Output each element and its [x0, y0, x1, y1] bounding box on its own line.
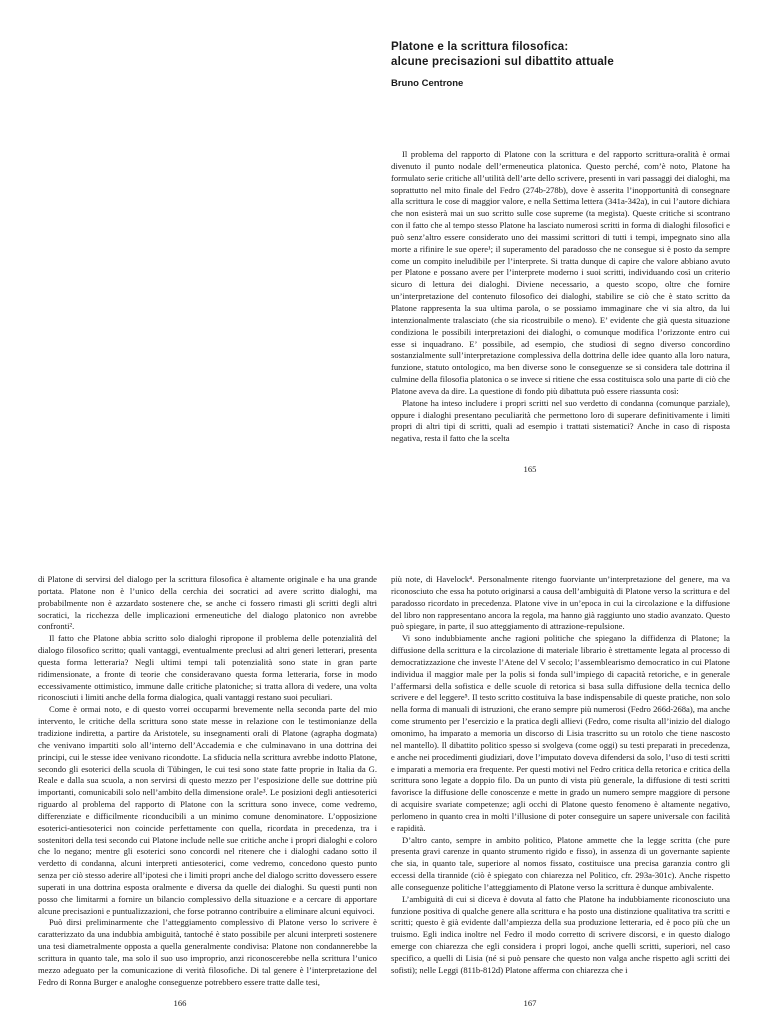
paragraph: Vi sono indubbiamente anche ragioni politiche che spiegano la diffidenza di Platone; la diffusione della scrittura e la circolazione di materiale librario è strettamente legata al processo di democratizzazione che investe l’Atene del V secolo; l’assemblearismo democratico in cui Platone individua il maggior male per la polis si fonda sull’impiego di capacità retoriche, e in generale l’affermarsi della sofistica e delle scuole di retorica si basa sulla diffusione della tecnica dello scrivere e del leggere⁵. Il testo scritto costituiva la base indispensabile di queste pratiche, non solo nella forma di manuali di istruzioni, che erano sempre più numerosi (Fedro 266d-268a), ma anche come strumento per l’esercizio e la pratica degli allievi (Fedro, come risulta all’inizio del dialogo omonimo, ha imparato a memoria un discorso di Lisia trascritto su un rotolo che tiene nascosto nel mantello). Il dibattito politico spesso si svolgeva (come oggi) su testi preparati in precedenza, e anche nei procedimenti giudiziari, dove l’imputato doveva difendersi da solo, l’uso di testi scritti e imparati a memoria era frequente. Per questi motivi nel Fedro critica della retorica e critica della scrittura sono legate a doppio filo. Da un punto di vista più generale, la diffusione di testi scritti favorisce la diffusione delle conoscenze e mette in grado un numero sempre maggiore di persone di acquisire svariate competenze; agli occhi di Platone questo fenomeno è altamente negativo, perlomeno in quanto crea in molti l’illusione di poter conseguire un sapere universale con facilità e rapidità. [391, 633, 730, 833]
page-number: 167 [523, 998, 537, 1008]
paragraph: più note, di Havelock⁴. Personalmente ritengo fuorviante un’interpretazione del genere, ma va riconosciuto che essa ha potuto originarsi a causa dell’ambiguità di Platone verso la scrittura e del paradosso ricordato in precedenza. Platone vive in un’epoca in cui la circolazione e la diffusione del libro non rappresentano ancora la regola, ma hanno già raggiunto uno stadio avanzato. Questo può spiegare, in parte, il suo atteggiamento di attrazione-repulsione. [391, 574, 730, 632]
paragraph: Il fatto che Platone abbia scritto solo dialoghi ripropone il problema delle potenzialità del dialogo filosofico scritto; quali vantaggi, eventualmente preclusi ad altri generi letterari, presenta questa forma letteraria? Negli ultimi tempi tali potenzialità sono state in gran parte ridimensionate, a fronte di teorie che consideravano questa forma letteraria, forse in modo eccessivamente ottimistico, immune dalle critiche platoniche; si tratta allora di vedere, una volta riconosciuti i limiti anche della forma dialogica, quali vantaggi restano suoi peculiari. [38, 633, 377, 703]
page-number: 166 [173, 998, 187, 1008]
paragraph: di Platone di servirsi del dialogo per la scrittura filosofica è altamente originale e ha una grande portata. Platone non è l’unico della cerchia dei socratici ad avere scritto dialoghi, ma probabilmente non è azzardato sostenere che, se anche ci fossero rimasti gli scritti degli altri socratici, la ricchezza delle implicazioni ermeneutiche del dialogo platonico non avrebbe confronti². [38, 574, 377, 632]
article-title [391, 40, 731, 70]
page-166-column [38, 574, 377, 989]
paragraph: Platone ha inteso includere i propri scritti nel suo verdetto di condanna (comunque parziale), oppure i dialoghi presentano peculiarità che permettono loro di superare definitivamente i limiti propri di altri tipi di scritti, quali ad esempio i trattati sistematici? Anche in caso di risposta negativa, resta il fatto che la scelta [391, 397, 730, 444]
author-name: Bruno Centrone [391, 78, 464, 89]
page-165-column [391, 149, 730, 445]
paragraph: Come è ormai noto, e di questo vorrei occuparmi brevemente nella seconda parte del mio intervento, le critiche della scrittura sono state messe in relazione con le testimonianze della tradizione indiretta, a partire da Aristotele, su insegnamenti orali di Platone (agrapha dogmata) che venivano impartiti solo all’interno dell’Accademia e che culminavano in una dottrina dei principi, cui le stesse idee venivano ricondotte. La sfiducia nella scrittura avrebbe indotto Platone, secondo gli esoterici della scuola di Tübingen, le cui tesi sono state fatte proprie in Italia da G. Reale e dalla sua scuola, a non servirsi di questo mezzo per l’esposizione delle sue dottrine più importanti, comunicabili solo nell’ambito della dimensione orale³. Le posizioni degli antiesoterici riguardo al problema del rapporto di Platone con la scrittura sono invece, come vedremo, differenziate e difficilmente riconducibili a un minimo comune denominatore. L’opposizione esoterici-antiesoterici non coincide perfettamente con quella, ricordata in precedenza, tra i sostenitori della tesi secondo cui Platone include nelle sue critiche anche i propri dialoghi e coloro che lo negano; mentre gli esoterici sono concordi nel ritenere che i dialoghi cadano sotto il verdetto di condanna, alcuni interpreti antiesoterici, come vedremo, concedono questo punto senza per ciò stesso aderire all’ipotesi che i limiti propri anche del dialogo scritto dovessero essere superati in una dottrina esposta oralmente e diversa da quelle dei dialoghi. Su questi punti non posso che limitarmi a fornire un bilancio complessivo della situazione e a cercare di apportare alcune precisazioni e puntualizzazioni, che forse potranno contribuire a eliminare alcuni equivoci. [38, 704, 377, 916]
title-line-2: alcune precisazioni sul dibattito attuale [391, 56, 614, 68]
paragraph: L’ambiguità di cui si diceva è dovuta al fatto che Platone ha indubbiamente riconosciuto una funzione positiva di qualche genere alla scrittura e ha posto una distinzione qualitativa tra scritti e scritti; questo è già evidente dall’ampiezza della sua produzione letteraria, ed è poco più che un truismo. Egli indica inoltre nel Fedro il modo corretto di scrivere discorsi, e in questo dialogo emerge con chiarezza che egli considera i propri logoi, anche quelli scritti, superiori, nel caso specifico, a quelli di Lisia (né si può pensare che questo non valga anche rispetto agli scritti dei sofisti); nelle Leggi (811b-812d) Platone afferma con chiarezza che i [391, 893, 730, 975]
page-167-column [391, 574, 730, 977]
paragraph: D’altro canto, sempre in ambito politico, Platone ammette che la legge scritta (che pure presenta gravi carenze in quanto strumento rigido e fisso), in assenza di un governante sapiente che sia, in quanto tale, superiore al nomos fissato, costituisce una precisa garanzia contro gli eccessi della tirannide (ciò è spiegato con chiarezza nel Politico, cfr. 293a-301c). Anche rispetto alle conseguenze politiche l’atteggiamento di Platone verso la scrittura è dunque ambivalente. [391, 834, 730, 892]
page-number: 165 [523, 464, 537, 474]
paragraph: Può dirsi preliminarmente che l’atteggiamento complessivo di Platone verso lo scrivere è caratterizzato da una indubbia ambiguità, tantoché è stato possibile per alcuni interpreti sostenere una tesi diametralmente opposta a quella generalmente condivisa: Platone non condannerebbe la scrittura in quanto tale, ma solo il suo uso improprio, anzi riconoscerebbe nella scrittura l’unico mezzo adeguato per la comunicazione di verità filosofiche. Di tal genere è l’interpretazione del Fedro di Ronna Burger e analoghe conseguenze potrebbero essere tratte dalle tesi, [38, 917, 377, 987]
title-line-1: Platone e la scrittura filosofica: [391, 41, 569, 53]
paragraph: Il problema del rapporto di Platone con la scrittura e del rapporto scrittura-oralità è ormai divenuto il punto nodale dell’ermeneutica platonica. Questo perché, com’è noto, Platone ha formulato serie critiche all’utilità dell’arte dello scrivere, presenti in vari passaggi dei dialoghi, ma soprattutto nel mito finale del Fedro (274b-278b), dove è asserita l’inopportunità di consegnare alla scrittura le cose di maggior valore, e nella Settima lettera (341a-342a), in cui l’autore dichiara che non esisterà mai un suo scritto sulle cose supreme (ta megista). Queste critiche si scontrano con il fatto che al tempo stesso Platone ha lasciato numerosi scritti in forma di dialoghi filosofici e può senz’altro essere considerato uno dei massimi scrittori di tutti i tempi, impegnato sino alla morte a rifinire le sue opere¹; il superamento del paradosso che ne consegue si è posto da sempre come un compito ineludibile per l’interprete. Si tratta dunque di capire che valore abbiano avuto per Platone e possano avere per l’interprete moderno i suoi scritti, individuando così un criterio sicuro di lettura dei dialoghi. Diviene necessario, a questo scopo, oltre che fornire un’interpretazione del contenuto filosofico dei dialoghi, stabilire se ciò che è stato scritto da Platone rappresenta la sua ultima parola, o se possiamo immaginare che vi sia altro, da lui intenzionalmente tralasciato (che sia ricostruibile o meno). E’ evidente che già questa situazione condiziona le possibili interpretazioni dei dialoghi, o comunque modifica l’orizzonte entro cui esse si inquadrano. E’ possibile, ad esempio, che studiosi di segno diverso concordino sostanzialmente sull’interpretazione complessiva della dottrina delle idee quanto alla loro natura, funzione, statuto ontologico, ma ben diverse sono le conseguenze se si considera tale dottrina il culmine della filosofia platonica o se invece si ritiene che essa costituisca solo una parte di ciò che Platone aveva da dire. La questione di fondo più dibattuta può essere riassunta così: [391, 149, 730, 396]
